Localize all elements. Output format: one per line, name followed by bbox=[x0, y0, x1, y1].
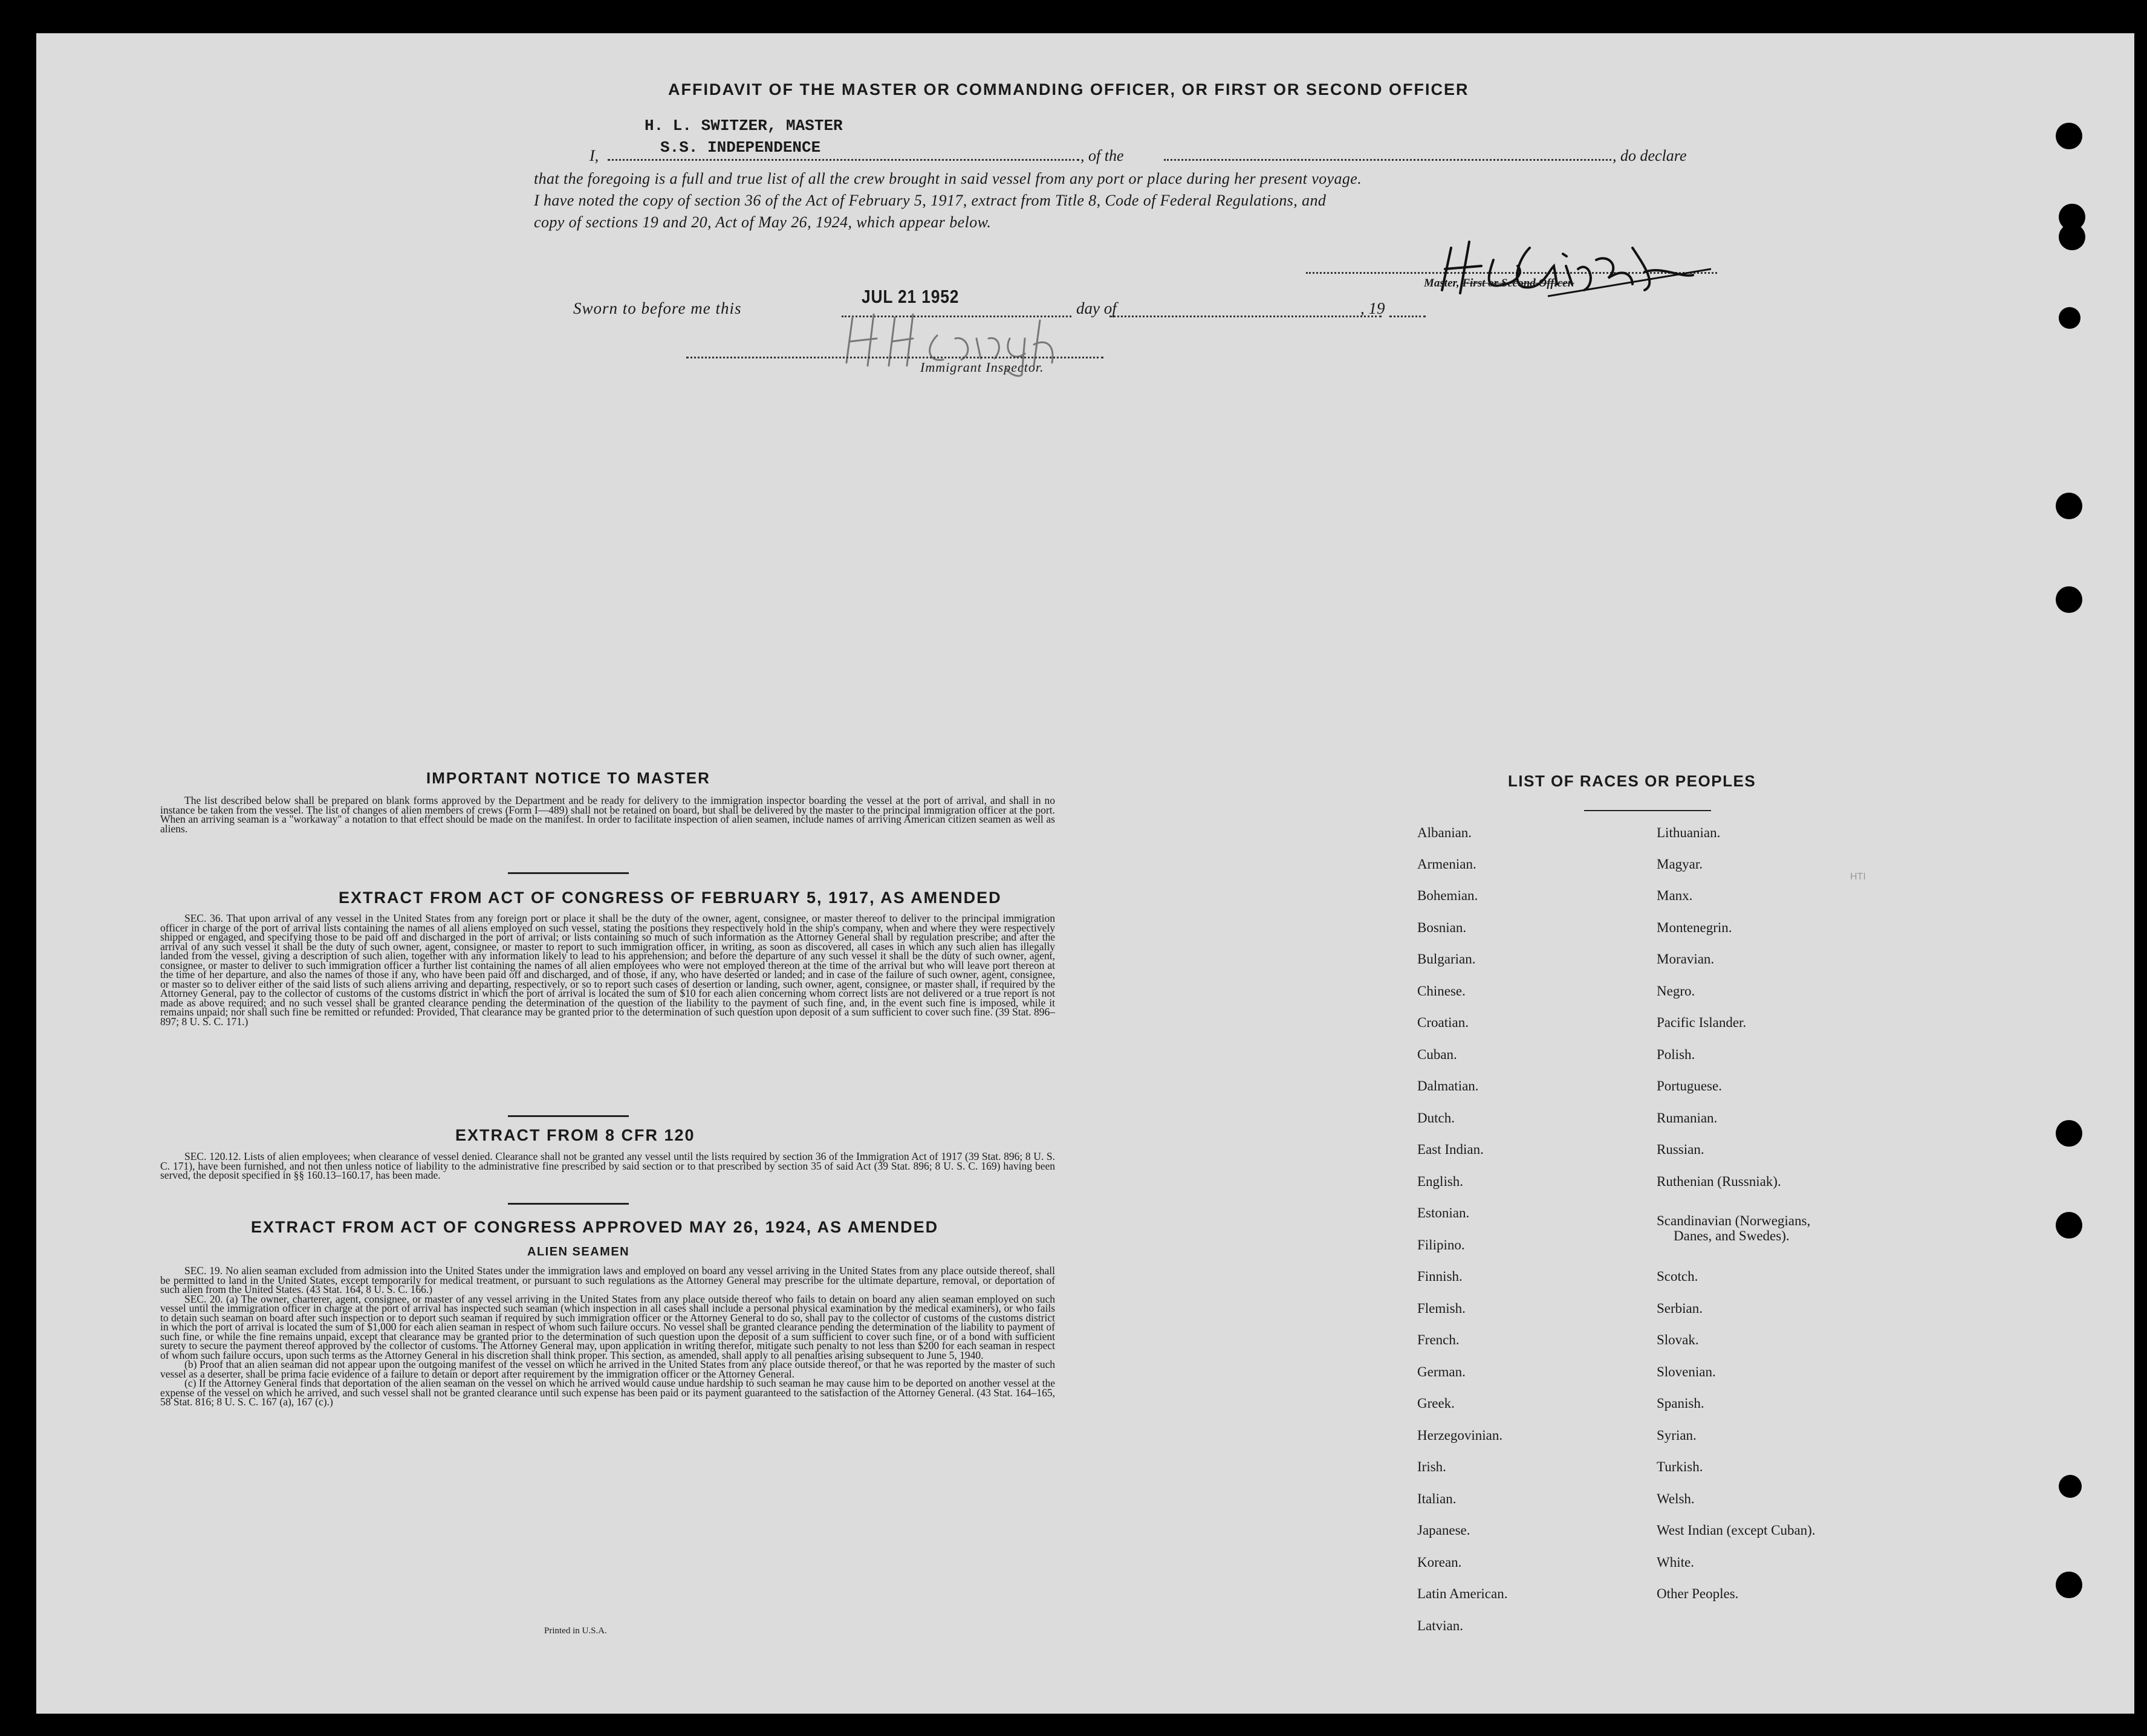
extract-1917-text bbox=[160, 914, 1055, 1026]
race-item: French. bbox=[1417, 1332, 1460, 1347]
divider bbox=[1584, 810, 1711, 811]
notice-title: IMPORTANT NOTICE TO MASTER bbox=[426, 769, 710, 787]
master-caption bbox=[1424, 277, 1574, 290]
race-item: East Indian. bbox=[1417, 1142, 1484, 1157]
master-signature bbox=[1427, 224, 1717, 302]
extract-cfr-text bbox=[160, 1152, 1055, 1181]
race-item: Latin American. bbox=[1417, 1586, 1508, 1601]
race-item: Slovak. bbox=[1657, 1332, 1699, 1347]
punch-hole bbox=[2059, 307, 2080, 329]
affidavit-body-line-3: copy of sections 19 and 20, Act of May 26, 1924, which appear below. bbox=[534, 213, 992, 231]
name-fill-line bbox=[608, 159, 1079, 161]
affidavit-body-line-1: that the foregoing is a full and true list of all the crew brought in said vessel from any port or place during her present voyage. bbox=[534, 170, 1362, 187]
sworn-prefix: Sworn to before me this bbox=[573, 299, 742, 317]
race-item: Latvian. bbox=[1417, 1618, 1463, 1633]
printed-in-usa: Printed in U.S.A. bbox=[544, 1626, 607, 1636]
race-item: English. bbox=[1417, 1174, 1464, 1189]
race-item: Russian. bbox=[1657, 1142, 1704, 1157]
race-item: Bosnian. bbox=[1417, 920, 1467, 935]
punch-hole bbox=[2059, 1475, 2082, 1498]
race-item: German. bbox=[1417, 1364, 1466, 1379]
race-item: Croatian. bbox=[1417, 1015, 1469, 1030]
race-item: Flemish. bbox=[1417, 1301, 1466, 1316]
margin-mark: HTI bbox=[1850, 872, 1866, 882]
race-item: Bulgarian. bbox=[1417, 951, 1476, 967]
punch-hole bbox=[2056, 1120, 2082, 1147]
struck-officer-caption: First or Second Officer. bbox=[1462, 277, 1574, 290]
inspector-caption: Immigrant Inspector. bbox=[920, 360, 1044, 375]
extract-1924-text bbox=[160, 1266, 1055, 1407]
punch-hole bbox=[2059, 224, 2085, 250]
sworn-year: , 19 bbox=[1360, 299, 1385, 317]
inspector-signature-line bbox=[686, 357, 1103, 358]
sworn-month-line bbox=[1109, 316, 1382, 317]
race-item: Irish. bbox=[1417, 1459, 1446, 1474]
race-item: Armenian. bbox=[1417, 857, 1476, 872]
race-item: Finnish. bbox=[1417, 1269, 1463, 1284]
race-item: Scotch. bbox=[1657, 1269, 1698, 1284]
race-item: Syrian. bbox=[1657, 1428, 1697, 1443]
race-item: Welsh. bbox=[1657, 1491, 1695, 1506]
race-item: West Indian (except Cuban). bbox=[1657, 1523, 1816, 1538]
race-item: Lithuanian. bbox=[1657, 825, 1721, 840]
punch-hole bbox=[2056, 1212, 2082, 1239]
race-item: Herzegovinian. bbox=[1417, 1428, 1503, 1443]
master-caption-label: Master, bbox=[1424, 277, 1460, 290]
declaration-i: I, bbox=[590, 147, 599, 164]
notice-paragraph: The list described below shall be prepared on blank forms approved by the Department and be ready for delivery to the immigration inspector boarding the vessel at the port of arrival, and shall in no instance be taken from the vessel. The list of changes of alien members of crews (Form I—489) shall not be retained on board, but shall be delivered by the master to the principal immigration officer at the port. When an arriving seaman is a "workaway" a notation to that effect should be made on the manifest. In order to facilitate inspection of alien seamen, include names of arriving American citizen seamen as well as aliens. bbox=[160, 794, 1055, 835]
race-item: Dutch. bbox=[1417, 1110, 1455, 1125]
race-item: Chinese. bbox=[1417, 983, 1466, 999]
section-20c-paragraph: (c) If the Attorney General finds that deportation of the alien seaman on the vessel on which he arrived would cause undue hardship to such seaman he may cause him to be deported on another vessel at the expense of the vessel on which he arrived, and such vessel shall not be granted clearance until such expense has been paid or its payment guaranteed to the satisfaction of the Attorney General. (43 Stat. 164–165, 58 Stat. 816; 8 U. S. C. 167 (a), 167 (c).) bbox=[160, 1377, 1055, 1408]
race-item: Filipino. bbox=[1417, 1237, 1465, 1252]
race-item: Greek. bbox=[1417, 1396, 1455, 1411]
race-item: Danes, and Swedes). bbox=[1674, 1228, 1790, 1243]
race-item: Japanese. bbox=[1417, 1523, 1470, 1538]
sworn-day-of: day of bbox=[1076, 299, 1117, 317]
race-item: Manx. bbox=[1657, 888, 1693, 903]
date-stamp: JUL 21 1952 bbox=[862, 286, 960, 307]
section-36-paragraph: SEC. 36. That upon arrival of any vessel in the United States from any foreign port or place it shall be the duty of the owner, agent, consignee, or master thereof to deliver to the principal immigration officer in charge of the port of arrival lists containing the names of all aliens employed on such vessel, stating the positions they respectively hold in the ship's company, when and where they were respectively shipped or engaged, and specifying those to be paid off and discharged in the port of arrival; or lists containing so much of such information as the Attorney General shall by regulation prescribe; and after the arrival of any such vessel it shall be the duty of such owner, agent, consignee, or master to report to such immigration officer, in writing, as soon as discovered, all cases in which any such alien has illegally landed from the vessel, giving a description of such alien, together with any information likely to lead to his apprehension; and before the departure of any such vessel it shall be the duty of such owner, agent, consignee, or master to deliver to such immigration officer a further list containing the names of all alien employees who were not employed thereon at the time of the arrival but who will leave port thereon at the time of her departure, and also the names of those if any, who have been paid off and discharged, and of those, if any, who have deserted or landed; and in case of the failure of such owner, agent, consignee, or master so to deliver either of the said lists of such aliens arriving and departing, respectively, or so to report such cases of desertion or landing, such owner, agent, consignee, or master shall, if required by the Attorney General, pay to the collector of customs of the customs district in which the port of arrival is located the sum of $10 for each alien concerning whom correct lists are not delivered or a true report is not made as above required; and no such vessel shall be granted clearance pending the determination of the question of the liability to the payment of such fine, and, in the event such fine is imposed, while it remains unpaid; nor shall such fine be remitted or refunded: Provided, That clearance may be granted prior to the determination of such question upon deposit of a sum sufficient to cover such fine. (39 Stat. 896–897; 8 U. S. C. 171.) bbox=[160, 912, 1055, 1028]
typed-vessel-name: S.S. INDEPENDENCE bbox=[660, 138, 821, 157]
race-item: Rumanian. bbox=[1657, 1110, 1718, 1125]
section-20b-paragraph: (b) Proof that an alien seaman did not appear upon the outgoing manifest of the vessel on which he arrived in the United States from any place outside thereof, or that he was reported by the master of such vessel as a deserter, shall be prima facie evidence of a failure to detain or deport after requirement by the immigration officer or the Attorney General. bbox=[160, 1358, 1055, 1380]
race-item: Italian. bbox=[1417, 1491, 1457, 1506]
punch-hole bbox=[2056, 493, 2082, 519]
punch-hole bbox=[2056, 123, 2082, 149]
race-item: Serbian. bbox=[1657, 1301, 1703, 1316]
race-item: Cuban. bbox=[1417, 1047, 1457, 1062]
vessel-fill-line bbox=[1164, 159, 1611, 161]
race-item: Korean. bbox=[1417, 1555, 1462, 1570]
sworn-year-line bbox=[1389, 316, 1426, 317]
race-item: Moravian. bbox=[1657, 951, 1715, 967]
extract-1924-title: EXTRACT FROM ACT OF CONGRESS APPROVED MAY 26, 1924, AS AMENDED bbox=[251, 1218, 939, 1236]
race-item: Bohemian. bbox=[1417, 888, 1478, 903]
race-item: Spanish. bbox=[1657, 1396, 1704, 1411]
punch-hole bbox=[2056, 586, 2082, 613]
extract-1917-title: EXTRACT FROM ACT OF CONGRESS OF FEBRUARY 5, 1917, AS AMENDED bbox=[339, 889, 1002, 907]
race-item: Albanian. bbox=[1417, 825, 1472, 840]
race-item: Magyar. bbox=[1657, 857, 1703, 872]
race-item: Pacific Islander. bbox=[1657, 1015, 1747, 1030]
alien-seamen-subtitle: ALIEN SEAMEN bbox=[527, 1245, 630, 1258]
section-19-paragraph: SEC. 19. No alien seaman excluded from admission into the United States under the immigration laws and employed on board any vessel arriving in the United States from any place outside thereof, shall be permitted to land in the United States, except temporarily for medical treatment, or pursuant to such regulations as the Attorney General may prescribe for the ultimate departure, removal, or deportation of such alien from the United States. (43 Stat. 164, 8 U. S. C. 166.) bbox=[160, 1265, 1055, 1295]
race-item: Scandinavian (Norwegians, bbox=[1657, 1213, 1811, 1228]
notice-text bbox=[160, 796, 1055, 834]
document-sheet bbox=[36, 33, 2134, 1714]
divider bbox=[508, 1203, 629, 1205]
extract-cfr-title: EXTRACT FROM 8 CFR 120 bbox=[455, 1126, 695, 1144]
section-120-12-paragraph: SEC. 120.12. Lists of alien employees; when clearance of vessel denied. Clearance shall not be granted any vessel until the lists required by section 36 of the Immigration Act of 1917 (39 Stat. 896; 8 U. S. C. 171), have been furnished, and not then unless notice of liability to the administrative fine prescribed by said section or to that prescribed by section 35 of said Act (39 Stat. 896; 8 U. S. C. 169) having been served, the deposit specified in §§ 160.13–160.17, has been made. bbox=[160, 1150, 1055, 1181]
declaration-do-declare: , do declare bbox=[1613, 147, 1687, 164]
race-item: Slovenian. bbox=[1657, 1364, 1716, 1379]
race-item: Ruthenian (Russniak). bbox=[1657, 1174, 1781, 1189]
race-item: White. bbox=[1657, 1555, 1694, 1570]
races-title: LIST OF RACES OR PEOPLES bbox=[1508, 772, 1756, 790]
divider bbox=[508, 1115, 629, 1117]
race-item: Turkish. bbox=[1657, 1459, 1703, 1474]
declaration-of-the: , of the bbox=[1080, 147, 1124, 164]
divider bbox=[508, 872, 629, 874]
race-item: Negro. bbox=[1657, 983, 1695, 999]
race-item: Other Peoples. bbox=[1657, 1586, 1739, 1601]
typed-master-name: H. L. SWITZER, MASTER bbox=[645, 117, 843, 135]
race-item: Estonian. bbox=[1417, 1205, 1470, 1220]
affidavit-body-line-2: I have noted the copy of section 36 of the Act of February 5, 1917, extract from Title 8, Code of Federal Regulations, and bbox=[534, 192, 1327, 209]
affidavit-title: AFFIDAVIT OF THE MASTER OR COMMANDING OFFICER, OR FIRST OR SECOND OFFICER bbox=[668, 80, 1469, 99]
race-item: Dalmatian. bbox=[1417, 1078, 1479, 1093]
section-20a-paragraph: SEC. 20. (a) The owner, charterer, agent, consignee, or master of any vessel arriving in the United States from any place outside thereof who fails to detain on board any alien seaman employed on such vessel until the immigration officer in charge at the port of arrival has inspected such seaman (which inspection in all cases shall include a personal physical examination by the medical examiners), or who fails to detain such seaman on board after such inspection or to deport such seaman if required by such immigration officer or the Attorney General to do so, shall pay to the collector of customs of the customs district in which the port of arrival is located the sum of $1,000 for each alien seaman in respect of whom such failure occurs. No vessel shall be granted clearance pending the determination of the liability to payment of such fine, or while the fine remains unpaid, except that clearance may be granted prior to the determination of such question upon the deposit of a sum sufficient to cover such fine, or of a bond with sufficient surety to secure the payment thereof approved by the collector of customs. The Attorney General may, upon application in writing therefor, mitigate such penalty to not less than $200 for each seaman in respect of whom such failure occurs, upon such terms as the Attorney General in his discretion shall think proper. This section, as amended, shall apply to all penalties arising subsequent to June 5, 1940. bbox=[160, 1292, 1055, 1361]
race-item: Montenegrin. bbox=[1657, 920, 1732, 935]
race-item: Portuguese. bbox=[1657, 1078, 1722, 1093]
race-item: Polish. bbox=[1657, 1047, 1695, 1062]
punch-hole bbox=[2056, 1572, 2082, 1598]
